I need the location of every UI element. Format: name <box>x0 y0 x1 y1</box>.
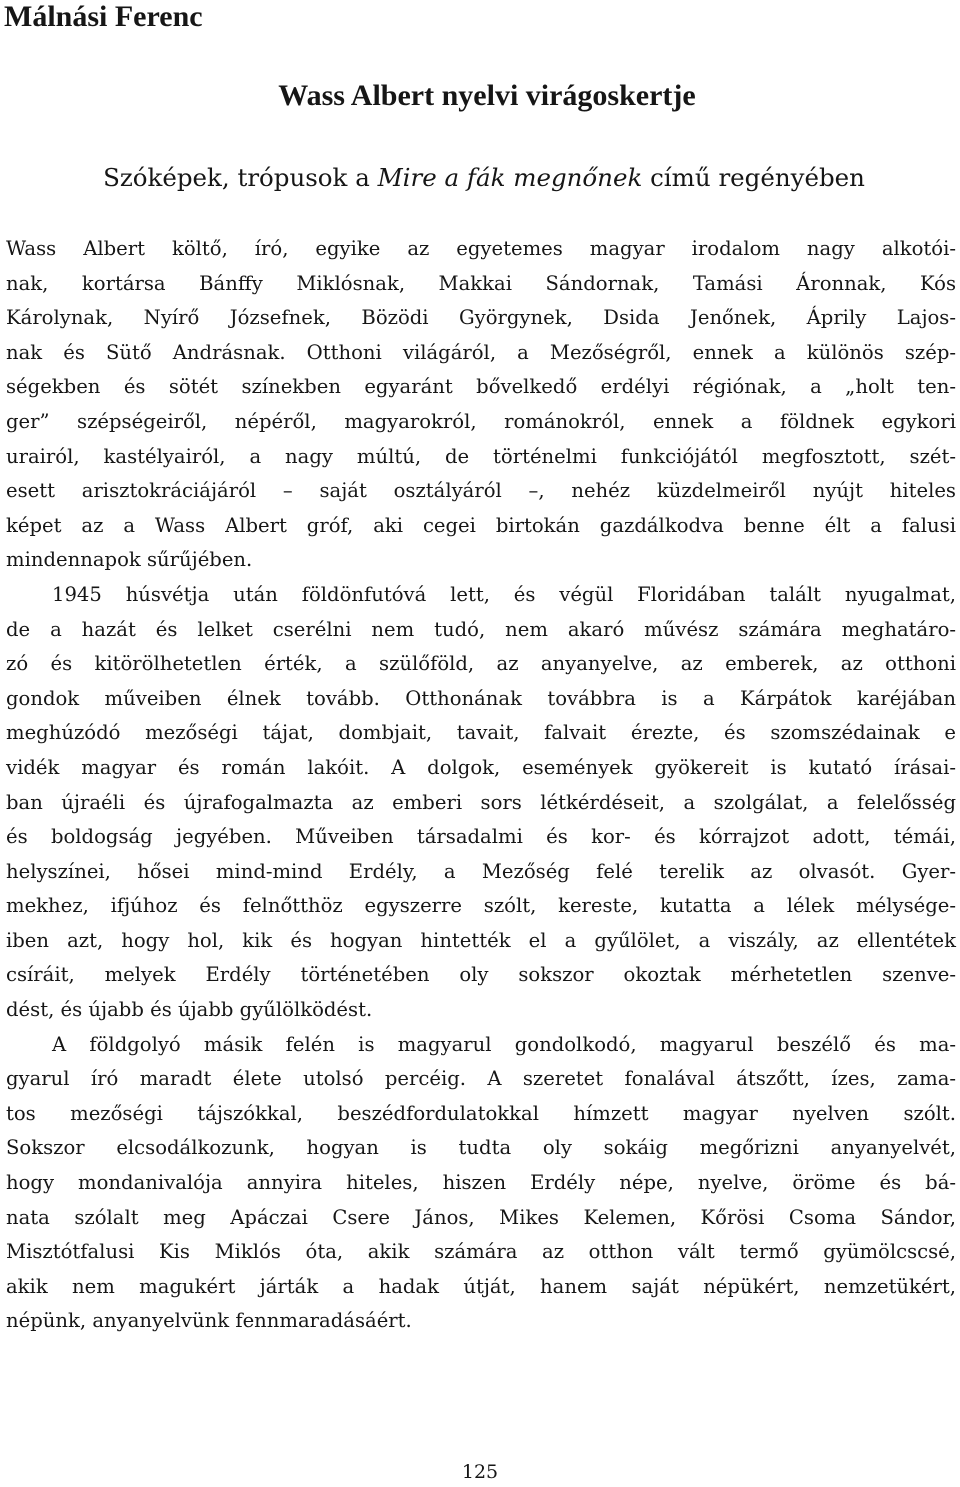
text-line: nata szólalt meg Apáczai Csere János, Mikes Kelemen, Kőrösi Csoma Sándor, <box>6 1205 956 1229</box>
text-line: mindennapok sűrűjében. <box>6 548 253 572</box>
text-line: gondok műveiben élnek tovább. Otthonának továbbra is a Kárpátok karéjában <box>6 686 956 710</box>
text-line: Sokszor elcsodálkozunk, hogyan is tudta oly sokáig megőrizni anyanyelvét, <box>6 1136 956 1160</box>
text-line: tos mezőségi tájszókkal, beszédfordulatokkal hímzett magyar nyelven szólt. <box>6 1101 956 1125</box>
text-line: csíráit, melyek Erdély történetében oly sokszor okoztak mérhetetlen szenve- <box>6 963 956 987</box>
text-line: mekhez, ifjúhoz és felnőtthöz egyszerre szólt, kereste, kutatta a lélek mélysége- <box>6 894 956 918</box>
text-line: de a hazát és lelket cserélni nem tudó, nem akaró művész számára meghatáro- <box>6 617 956 641</box>
text-line: hogy mondanivalója annyira hiteles, hiszen Erdély népe, nyelve, öröme és bá- <box>6 1171 956 1195</box>
text-line: 1945 húsvétja után földönfutóvá lett, és végül Floridában talált nyugalmat, <box>52 582 956 606</box>
text-line: urairól, kastélyairól, a nagy múltú, de történelmi funkciójától megfosztott, szét- <box>6 444 956 468</box>
text-line: népünk, anyanyelvünk fennmaradásáért. <box>6 1309 412 1333</box>
text-line: A földgolyó másik felén is magyarul gondolkodó, magyarul beszélő és ma- <box>52 1032 956 1056</box>
text-line: és boldogság jegyében. Műveiben társadalmi és kor- és kórrajzot adott, témái, <box>6 825 956 849</box>
paragraph <box>6 1028 956 1339</box>
text-line: képet az a Wass Albert gróf, aki cegei birtokán gazdálkodva benne élt a falusi <box>6 513 956 537</box>
paragraph <box>6 578 956 1028</box>
text-line: nak és Sütő Andrásnak. Otthoni világáról, a Mezőségről, ennek a különös szép- <box>6 340 956 364</box>
text-line: iben azt, hogy hol, kik és hogyan hintették el a gyűlölet, a viszály, az ellentétek <box>6 928 956 952</box>
page-number: 125 <box>461 1461 499 1483</box>
text-line: meghúzódó mezőségi tájat, dombjait, tavait, falvait érezte, és szomszédainak e <box>6 721 956 745</box>
subtitle-after: című regényében <box>642 163 865 192</box>
text-line: gyarul író maradt élete utolsó percéig. A szeretet fonalával átszőtt, ízes, zama- <box>6 1067 956 1091</box>
text-line: ger” szépségeiről, népéről, magyarokról, románokról, ennek a földnek egykori <box>6 409 956 433</box>
text-line: dést, és újabb és újabb gyűlölködést. <box>6 998 373 1022</box>
text-line: ségekben és sötét színekben egyaránt bővelkedő erdélyi régiónak, a „holt ten- <box>6 375 956 399</box>
subtitle-book-title: Mire a fák megnőnek <box>377 163 643 192</box>
paragraph <box>6 232 956 578</box>
text-line: esett arisztokráciájáról – saját osztályáról –, nehéz küzdelmeiről nyújt hiteles <box>6 479 956 503</box>
text-line: helyszínei, hősei mind-mind Erdély, a Mezőség felé terelik az olvasót. Gyer- <box>6 859 956 883</box>
article-subtitle <box>0 160 960 196</box>
author-name: Málnási Ferenc <box>4 0 203 33</box>
body-text <box>6 232 956 1339</box>
text-line: zó és kitörölhetetlen érték, a szülőföld, az anyanyelve, az emberek, az otthoni <box>6 652 956 676</box>
text-line: Károlynak, Nyírő Józsefnek, Bözödi Györgynek, Dsida Jenőnek, Áprily Lajos- <box>6 306 956 330</box>
text-line: vidék magyar és román lakóit. A dolgok, események gyökereit is kutató írásai- <box>6 755 956 779</box>
text-line: Wass Albert költő, író, egyike az egyetemes magyar irodalom nagy alkotói- <box>6 237 956 260</box>
text-line: akik nem magukért járták a hadak útját, hanem saját népükért, nemzetükért, <box>6 1274 956 1298</box>
subtitle-before: Szóképek, trópusok a <box>103 163 378 192</box>
text-line: Misztótfalusi Kis Miklós óta, akik számára az otthon vált termő gyümölcscsé, <box>6 1240 956 1264</box>
text-line: nak, kortársa Bánffy Miklósnak, Makkai Sándornak, Tamási Áronnak, Kós <box>6 271 956 295</box>
article-title: Wass Albert nyelvi virágoskertje <box>278 79 696 112</box>
text-line: ban újraéli és újrafogalmazta az emberi sors létkérdéseit, a szolgálat, a felelősség <box>6 790 956 814</box>
